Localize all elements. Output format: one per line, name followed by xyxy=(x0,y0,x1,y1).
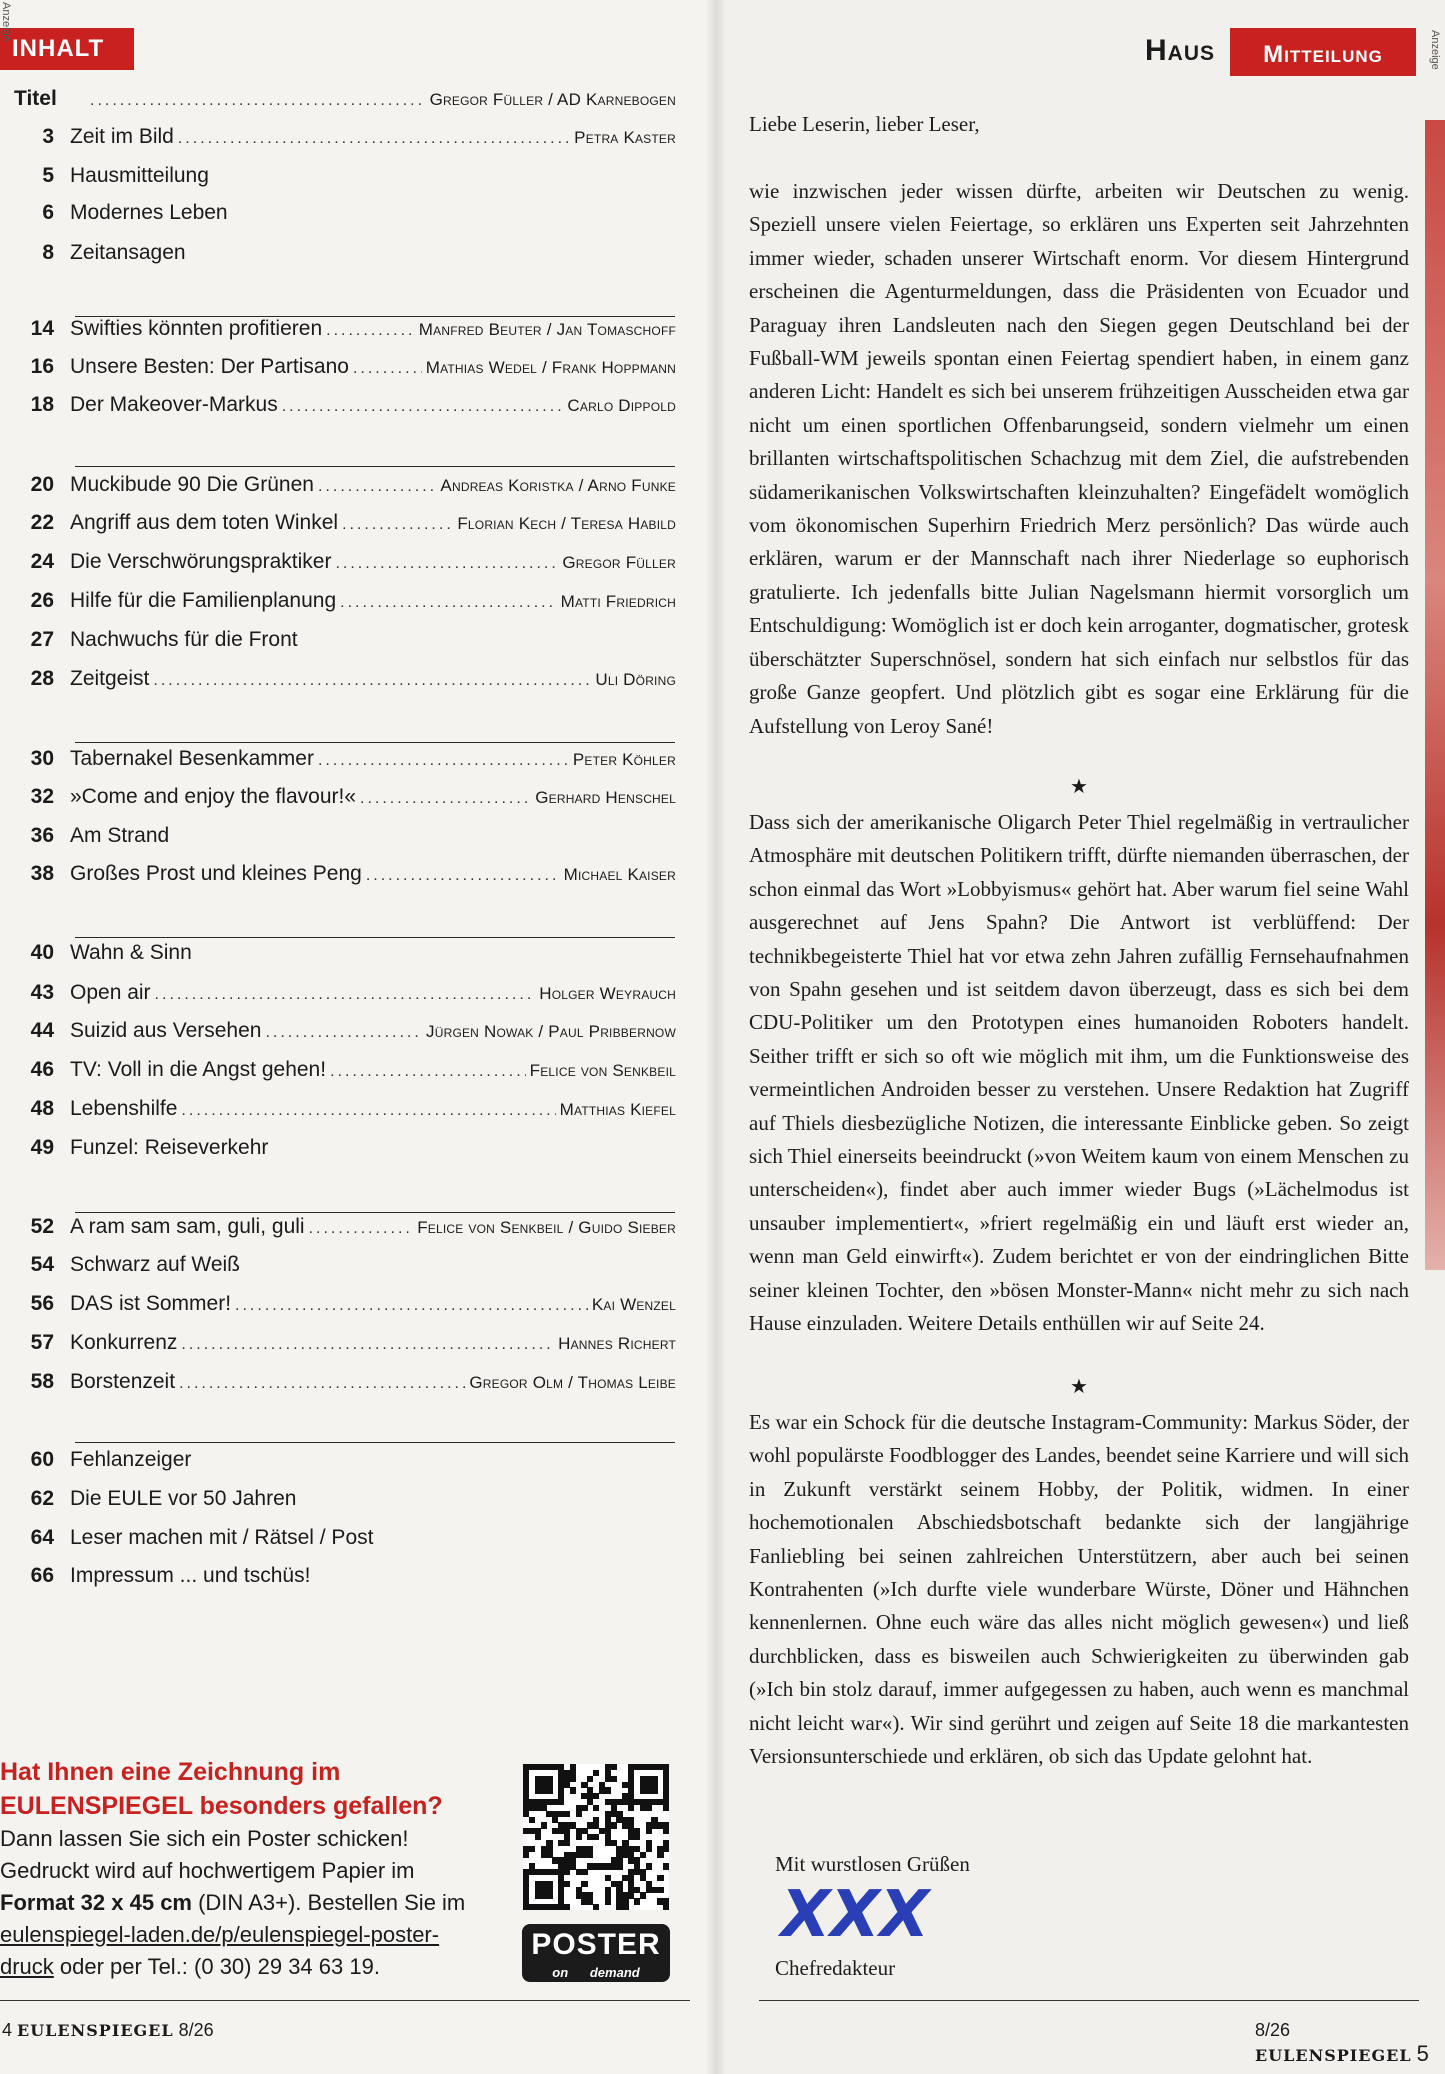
toc-entry xyxy=(14,198,676,228)
toc-title: Konkurrenz xyxy=(70,1331,178,1354)
toc-page-number: 27 xyxy=(30,628,54,651)
toc-page-number: 3 xyxy=(42,125,54,148)
toc-page-number: 62 xyxy=(30,1487,54,1510)
toc-entry xyxy=(14,938,676,968)
footer-right xyxy=(1255,2020,1445,2067)
toc-title: Der Makeover-Markus xyxy=(70,393,278,416)
toc-leader-dots xyxy=(326,316,415,346)
toc-author: Kai Wenzel xyxy=(591,1295,676,1314)
toc-author: Gregor Olm / Thomas Leibe xyxy=(469,1373,676,1392)
toc-entry xyxy=(14,84,676,114)
toc-author: Mathias Wedel / Frank Hoppmann xyxy=(425,358,676,377)
haus-heading: Haus xyxy=(1145,34,1216,67)
toc-entry xyxy=(14,625,676,655)
toc-title: Borstenzeit xyxy=(70,1370,176,1393)
promo-format: Format 32 x 45 cm xyxy=(0,1890,192,1915)
svg-text:XXX: XXX xyxy=(781,1878,930,1950)
toc-author: Petra Kaster xyxy=(574,128,676,147)
toc-title: Funzel: Reiseverkehr xyxy=(70,1136,269,1159)
toc-separator xyxy=(75,1212,675,1213)
toc-leader-dots xyxy=(178,124,570,154)
toc-author: Matthias Kiefel xyxy=(559,1100,676,1119)
toc-author: Peter Köhler xyxy=(572,750,676,769)
toc-page-number: 44 xyxy=(30,1019,54,1042)
toc-title: Nachwuchs für die Front xyxy=(70,628,298,651)
toc-separator xyxy=(75,466,675,467)
toc-leader-dots xyxy=(366,861,560,891)
side-label-anzeige-right: Anzeige xyxy=(1429,30,1441,70)
poster-shop-link[interactable]: eulenspiegel-laden.de/p/eulenspiegel-poster- xyxy=(0,1922,440,1947)
toc-title: A ram sam sam, guli, guli xyxy=(70,1215,305,1238)
toc-author: Holger Weyrauch xyxy=(539,984,676,1003)
toc-author: Jürgen Nowak / Paul Pribbernow xyxy=(426,1022,676,1041)
poster-badge-sub: on demand xyxy=(552,1965,640,1980)
toc-title: Suizid aus Versehen xyxy=(70,1019,262,1042)
toc-entry xyxy=(14,547,676,577)
toc-title: Die EULE vor 50 Jahren xyxy=(70,1487,297,1510)
toc-title: Impressum ... und tschüs! xyxy=(70,1564,311,1587)
toc-entry xyxy=(14,1055,676,1085)
toc-entry xyxy=(14,390,676,420)
footer-rule-right xyxy=(759,2000,1419,2001)
page-gutter xyxy=(705,0,727,2074)
toc-title: Zeit im Bild xyxy=(70,125,174,148)
toc-title: Open air xyxy=(70,981,151,1004)
toc-leader-dots xyxy=(235,1291,588,1321)
toc-page-number: 28 xyxy=(30,667,54,690)
footer-brand-left: EULENSPIEGEL xyxy=(17,2021,174,2040)
toc-title: »Come and enjoy the flavour!« xyxy=(70,785,357,808)
toc-title: Wahn & Sinn xyxy=(70,941,192,964)
toc-author: Michael Kaiser xyxy=(563,865,676,884)
toc-leader-dots xyxy=(265,1018,422,1048)
toc-entry xyxy=(14,352,676,382)
red-page-edge xyxy=(1425,120,1445,1270)
toc-page-number: 30 xyxy=(30,747,54,770)
toc-leader-dots xyxy=(342,510,453,540)
toc-leader-dots xyxy=(353,354,422,384)
toc-page-number: 36 xyxy=(30,824,54,847)
toc-title: Am Strand xyxy=(70,824,170,847)
toc-author: Carlo Dippold xyxy=(567,396,676,415)
letter-paragraph-3: Es war ein Schock für die deutsche Instagram-Community: Markus Söder, der wohl populärste Foodblogger des Landes, beendet seine Karriere und will sich in Zukunft verstärkt seinem Hobby, der Politik, widmen. In einer hochemotionalen Abschiedsbotschaft bedankte sich der langjährige Fanliebling bei seinen zahlreichen Unterstützern, aber auch bei seinen Kontrahenten (»Ich durfte viele wunderbare Würste, Döner und Hähnchen kennenlernen. Ohne euch wäre das alles nicht möglich gewesen«) und ließ durchblicken, dass es bisweilen auch Schwierigkeiten zu überwinden gab (»Ich bin stolz darauf, immer aufgegessen zu haben, auch wenn es manchmal nicht leicht war«). Wir sind gerührt und zeigen auf Seite 18 die markantesten Versionsunterschiede und erklären, ob sich das Update gelohnt hat. xyxy=(749,1410,1409,1769)
left-page xyxy=(0,0,715,2074)
star-divider-2: ★ xyxy=(1070,1376,1088,1398)
toc-entry xyxy=(14,238,676,268)
right-page xyxy=(715,0,1445,2074)
toc-page-number: 60 xyxy=(30,1448,54,1471)
toc-entry xyxy=(14,821,676,851)
promo-line-1: Dann lassen Sie sich ein Poster schicken! xyxy=(0,1826,409,1851)
toc-page-number: 8 xyxy=(42,241,54,264)
toc-page-number: 26 xyxy=(30,589,54,612)
toc-title: Muckibude 90 Die Grünen xyxy=(70,473,314,496)
footer-left xyxy=(2,2020,214,2041)
toc-page-number: 40 xyxy=(30,941,54,964)
toc-leader-dots xyxy=(340,588,556,618)
inhalt-tab: INHALT xyxy=(0,28,134,70)
toc-leader-dots xyxy=(318,746,569,776)
signature-xxx xyxy=(775,1876,975,1950)
toc-page-number: 46 xyxy=(30,1058,54,1081)
poster-badge-text: POSTER xyxy=(531,1928,661,1961)
qr-code-icon[interactable] xyxy=(523,1764,669,1910)
toc-entry xyxy=(14,508,676,538)
toc-entry xyxy=(14,1328,676,1358)
toc-page-number: 20 xyxy=(30,473,54,496)
toc-title: Tabernakel Besenkammer xyxy=(70,747,314,770)
toc-title: TV: Voll in die Angst gehen! xyxy=(70,1058,327,1081)
letter-paragraph-2: Dass sich der amerikanische Oligarch Peter Thiel regelmäßig in vertraulicher Atmosphäre mit deutschen Politikern trifft, dürfte niemanden überraschen, der schon einmal das Wort »Lobbyismus« gehört hat. Aber warum fiel seine Wahl ausgerechnet auf Jens Spahn? Die Antwort ist verblüffend: Der technikbegeisterte Thiel hat vor etwa zehn Jahren zufällig Fernsehaufnahmen von Spahn gesehen und ist seitdem davon überzeugt, dass es sich bei dem CDU-Politiker um den Prototypen eines humanoiden Roboters handelt. Seither trifft er sich so oft wie möglich mit ihm, um die Funktionsweise des vermeintlichen Androiden besser zu verstehen. Unsere Redaktion hat Zugriff auf Thiels diesbezügliche Notizen, die interessante Einblicke geben. So zeigt sich Thiel einerseits beeindruckt (»von Weitem kaum von einem Menschen zu unterscheiden«), findet aber auch immer wieder Bugs (»Lächelmodus ist unsauber implementiert«, »friert regelmäßig ein und läuft erst wieder an, wenn man Geld einwirft«). Zudem berichtet er von der eindringlichen Bitte seiner kleinen Tochter, den »bösen Monster-Mann« nicht mehr zu sich nach Hause einzuladen. Weitere Details enthüllen wir auf Seite 24. xyxy=(749,810,1409,1336)
footer-brand-right: EULENSPIEGEL xyxy=(1255,2046,1412,2065)
toc-leader-dots xyxy=(335,549,558,579)
toc-separator xyxy=(75,1442,675,1443)
toc-title: Hilfe für die Familienplanung xyxy=(70,589,337,612)
toc-entry xyxy=(14,1561,676,1591)
toc-page-number: 16 xyxy=(30,355,54,378)
promo-link-line[interactable] xyxy=(0,1919,520,1951)
promo-line-2: Gedruckt wird auf hochwertigem Papier im xyxy=(0,1858,415,1883)
toc-title: Angriff aus dem toten Winkel xyxy=(70,511,339,534)
toc-leader-dots xyxy=(309,1214,414,1244)
toc-author: Manfred Beuter / Jan Tomaschoff xyxy=(418,320,676,339)
toc-entry xyxy=(14,978,676,1008)
toc-entry xyxy=(14,1367,676,1397)
toc-page-number: 6 xyxy=(42,201,54,224)
poster-on-demand-logo xyxy=(522,1924,670,1982)
toc-title: Schwarz auf Weiß xyxy=(70,1253,240,1276)
toc-separator xyxy=(75,937,675,938)
promo-line-3 xyxy=(0,1887,520,1919)
toc-leader-dots xyxy=(282,392,564,422)
toc-page-number: 22 xyxy=(30,511,54,534)
side-label-anzeige: Anzeige xyxy=(0,2,12,42)
toc-entry xyxy=(14,1523,676,1553)
letter-paragraph-1: wie inzwischen jeder wissen dürfte, arbeiten wir Deutschen zu wenig. Speziell unsere vielen Feiertage, so erklären uns Experten seit Jahrzehnten immer wieder, schaden unserer Wirtschaft enorm. Vor diesem Hintergrund erscheinen die Agenturmeldungen, dass die Präsidenten von Ecuador und Paraguay ihren Landsleuten nach den Siegen gegen Deutschland bei der Fußball-WM jeweils spontan einen Feiertag spendiert haben, in einem ganz anderen Licht: Handelt es sich bei unserem frühzeitigen Ausscheiden etwa gar nicht um einen sportlichen Offenbarungseid, sondern vielmehr um einen brillanten wirtschaftspolitischen Schachzug mit dem Ziel, die aufstrebenden südamerikanischen Volkswirtschaften kleinzuhalten? Eingefädelt womöglich vom ökonomischen Superhirn Friedrich Merz persönlich? Das würde auch erklären, warum er der Mannschaft nach ihrer Niederlage so euphorisch gratulierte. Ich jedenfalls bitte Julian Nagelsmann hiermit vorsorglich um Entschuldigung: Womöglich ist er doch kein arroganter, dogmatischer, grotesk überschätzter Superschnösel, sondern hat sich einfach nur selbstlos für das große Ganze geopfert. Und plötzlich gibt es sogar eine Erklärung für die Aufstellung von Leroy Sané! xyxy=(749,179,1409,738)
page-number-left: 4 xyxy=(2,2020,13,2040)
toc-entry xyxy=(14,122,676,152)
toc-page-number: 64 xyxy=(30,1526,54,1549)
toc-title: Lebenshilfe xyxy=(70,1097,178,1120)
toc-title: Leser machen mit / Rätsel / Post xyxy=(70,1526,374,1549)
toc-page-number: 57 xyxy=(30,1331,54,1354)
toc-author: Florian Kech / Teresa Habild xyxy=(457,514,676,533)
promo-format-rest: (DIN A3+). Bestellen Sie im xyxy=(191,1890,466,1915)
toc-author: Hannes Richert xyxy=(558,1334,676,1353)
toc-entry xyxy=(14,1250,676,1280)
toc-title: Swifties könnten profitieren xyxy=(70,317,323,340)
toc-title: Hausmitteilung xyxy=(70,164,209,187)
toc-separator xyxy=(75,316,675,317)
toc-page-number: 52 xyxy=(30,1215,54,1238)
toc-page-number: 5 xyxy=(42,164,54,187)
toc-entry xyxy=(14,314,676,344)
toc-leader-dots xyxy=(318,472,436,502)
toc-page-number: 14 xyxy=(30,317,54,340)
footer-rule-left xyxy=(0,2000,690,2001)
toc-page-number: 43 xyxy=(30,981,54,1004)
toc-leader-dots xyxy=(360,784,531,814)
toc-leader-dots xyxy=(155,980,536,1010)
toc-author: Felice von Senkbeil xyxy=(529,1061,676,1080)
toc-author: Andreas Koristka / Arno Funke xyxy=(440,476,676,495)
toc-entry xyxy=(14,664,676,694)
poster-promo xyxy=(0,1755,520,1983)
toc-entry xyxy=(14,1016,676,1046)
toc-page-number: 32 xyxy=(30,785,54,808)
toc-page-number: 56 xyxy=(30,1292,54,1315)
toc-page-number: 38 xyxy=(30,862,54,885)
toc-entry xyxy=(14,782,676,812)
toc-title: Zeitansagen xyxy=(70,241,186,264)
toc-entry xyxy=(14,1484,676,1514)
toc-title: Die Verschwörungspraktiker xyxy=(70,550,332,573)
promo-phone: oder per Tel.: (0 30) 29 34 63 19. xyxy=(53,1954,380,1979)
toc-title: DAS ist Sommer! xyxy=(70,1292,232,1315)
toc-page-number: Titel xyxy=(14,87,57,110)
toc-author: Felice von Senkbeil / Guido Sieber xyxy=(417,1218,676,1237)
poster-shop-link-end[interactable]: druck xyxy=(0,1954,54,1979)
star-divider-1: ★ xyxy=(1070,776,1088,798)
toc-entry xyxy=(14,859,676,889)
toc-page-number: 58 xyxy=(30,1370,54,1393)
toc-entry xyxy=(14,1289,676,1319)
toc-entry xyxy=(14,470,676,500)
toc-page-number: 48 xyxy=(30,1097,54,1120)
footer-issue-right: 8/26 xyxy=(1255,2020,1291,2040)
toc-title: Zeitgeist xyxy=(70,667,150,690)
toc-page-number: 24 xyxy=(30,550,54,573)
page-number-right: 5 xyxy=(1416,2041,1429,2066)
toc-page-number: 66 xyxy=(30,1564,54,1587)
toc-title: Großes Prost und kleines Peng xyxy=(70,862,362,885)
toc-author: Gregor Füller / AD Karnebogen xyxy=(429,90,676,109)
toc-leader-dots xyxy=(181,1330,554,1360)
toc-author: Uli Döring xyxy=(595,670,676,689)
salutation: Liebe Leserin, lieber Leser, xyxy=(749,112,980,136)
toc-entry xyxy=(14,1445,676,1475)
toc-leader-dots xyxy=(330,1057,526,1087)
promo-headline-1: Hat Ihnen eine Zeichnung im xyxy=(0,1758,341,1786)
toc-entry xyxy=(14,161,676,191)
toc-leader-dots xyxy=(179,1369,465,1399)
footer-issue-left: 8/26 xyxy=(178,2020,214,2040)
toc-page-number: 54 xyxy=(30,1253,54,1276)
toc-page-number: 49 xyxy=(30,1136,54,1159)
toc-leader-dots xyxy=(90,86,426,116)
toc-entry xyxy=(14,586,676,616)
toc-title: Unsere Besten: Der Partisano xyxy=(70,355,349,378)
toc-entry xyxy=(14,1094,676,1124)
mitteilung-tab: Mitteilung xyxy=(1230,28,1416,76)
toc-leader-dots xyxy=(153,666,591,696)
toc-separator xyxy=(75,742,675,743)
toc-entry xyxy=(14,1212,676,1242)
toc-title: Modernes Leben xyxy=(70,201,228,224)
toc-author: Matti Friedrich xyxy=(560,592,676,611)
toc-leader-dots xyxy=(181,1096,555,1126)
promo-headline-2: EULENSPIEGEL besonders gefallen? xyxy=(0,1792,443,1820)
toc-page-number: 18 xyxy=(30,393,54,416)
toc-author: Gerhard Henschel xyxy=(535,788,676,807)
signer-title: Chefredakteur xyxy=(775,1956,896,1980)
closing: Mit wurstlosen Grüßen xyxy=(775,1852,970,1876)
toc-entry xyxy=(14,1133,676,1163)
toc-title: Fehlanzeiger xyxy=(70,1448,192,1471)
toc-entry xyxy=(14,744,676,774)
toc-author: Gregor Füller xyxy=(562,553,676,572)
promo-phone-line xyxy=(0,1951,520,1983)
